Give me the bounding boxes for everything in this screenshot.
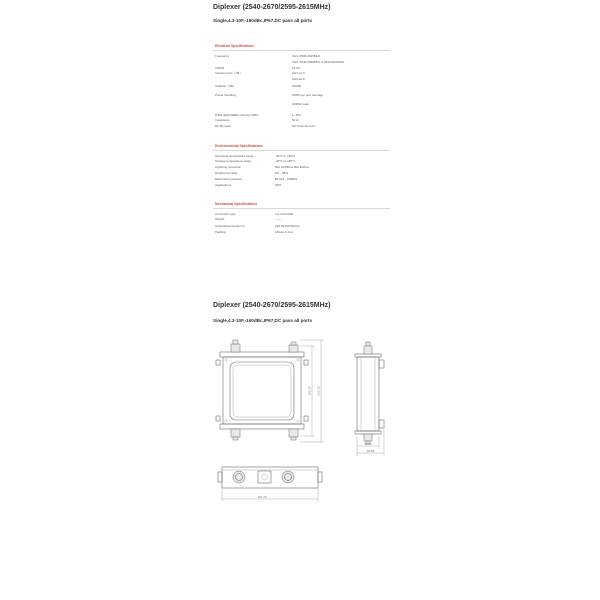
section-heading-electrical: Electrical Specifications <box>215 43 255 48</box>
spec-label: Relative humidity <box>215 170 238 175</box>
dimension-label: 36.00 <box>364 442 372 446</box>
dimension-label: 65.80 <box>366 449 375 453</box>
drawing-page-title: Diplexer (2540-2670/2595-2615MHz) <box>213 302 331 309</box>
spec-label: Lightning protection <box>215 164 242 169</box>
spec-value: 248.5X191X66mm <box>275 223 300 228</box>
screw-hole <box>297 420 299 422</box>
dimension-label: 231.10 <box>316 386 321 396</box>
spec-label: Connector type <box>215 211 236 216</box>
connector-bottom-left-tip <box>233 437 238 440</box>
section-heading-environmental: Environmental Specifications <box>215 143 263 148</box>
connector-top-left-tip <box>233 340 238 344</box>
front-view-drawing <box>216 340 308 440</box>
bottom-bracket <box>355 431 381 434</box>
front-view-dimensions <box>300 340 324 442</box>
end-tab <box>318 472 322 482</box>
connector-bottom-right-tip <box>291 437 296 440</box>
connector-bottom-left <box>231 429 240 437</box>
spec-value: 5kA 10/350us,8kA 8/20us <box>275 164 309 169</box>
screw-hole <box>225 420 227 422</box>
spec-value: 4.3-10 female <box>275 211 294 216</box>
page-title: Diplexer (2540-2670/2595-2615MHz) <box>213 4 331 11</box>
end-tab <box>218 472 222 482</box>
spec-label: DC By-pass <box>215 123 232 128</box>
top-bracket <box>355 354 381 357</box>
connector-top-right-tip <box>291 342 296 345</box>
connector-bottom-right <box>289 429 298 437</box>
drawing-page-subtitle: Single,4.3-10F,-160dBc,IP67,DC pass all ports <box>213 317 313 323</box>
spec-value: 50 Ω <box>292 117 299 122</box>
bottom-view-dimensions <box>222 489 318 502</box>
connector-top-tip <box>366 342 370 346</box>
spec-label: VSWR <box>215 65 224 70</box>
side-tab <box>304 360 308 365</box>
spec-value: CH2:≤0.6 <box>292 76 305 81</box>
housing-outline <box>230 362 294 420</box>
mount-clip <box>379 420 384 428</box>
spec-value: 5% - 95% <box>275 170 289 175</box>
spec-label: Barometric pressure <box>215 176 243 181</box>
spec-value: —— <box>275 216 281 221</box>
side-body <box>357 357 379 431</box>
bottom-view-drawing <box>218 467 322 488</box>
spec-label: Impedance <box>215 117 230 122</box>
connector-top-right <box>289 345 298 352</box>
connector-left <box>233 471 245 483</box>
spec-value: CH1:≤1.0 <box>292 70 305 75</box>
spec-label: Isolation（dB） <box>215 83 236 88</box>
spec-value: ≤ -160 <box>292 112 301 117</box>
spec-label: Power handling <box>215 92 236 97</box>
screw-hole <box>225 359 227 361</box>
spec-value: ≥60dB <box>292 83 301 88</box>
dimension-label: 251.20 <box>257 495 267 499</box>
dimension-label: 191.60 <box>307 386 312 396</box>
spec-value: -40°C to +85°C <box>275 158 296 163</box>
connector-bottom <box>364 434 372 441</box>
spec-value: 1000W peak <box>292 101 309 106</box>
spec-value: CH1: 2595-2615MHz <box>292 53 321 58</box>
spec-label: Weight <box>215 216 225 221</box>
spec-value: DC Pass all ports <box>292 123 316 128</box>
spec-label: Operating temperature range <box>215 153 254 158</box>
spec-value: ≤1.25 <box>292 65 300 70</box>
spec-label: Applications <box>215 182 232 187</box>
page-subtitle: Single,4.3-10F,-160dBc,IP67,DC pass all ports <box>213 17 313 23</box>
side-tab <box>304 416 308 421</box>
housing-cover <box>233 365 291 417</box>
spec-value: IP67 <box>275 182 282 187</box>
center-port <box>262 474 268 480</box>
center-port-housing <box>258 471 271 483</box>
connector-right <box>282 471 294 483</box>
spec-value: 1Piece in box <box>275 229 294 234</box>
spec-label: Storage temperature range <box>215 158 252 163</box>
spec-label: Insertion loss（dB） <box>215 70 243 75</box>
bottom-rail <box>220 424 304 429</box>
spec-label: Packing <box>215 229 226 234</box>
spec-label: PIM3 (@2x43dBm Carrier) (dBc) <box>215 112 259 117</box>
spec-label: Frequency <box>215 53 230 58</box>
mount-clip <box>379 360 384 368</box>
side-view-drawing <box>355 342 384 444</box>
spec-value: 86 kPa - 106kPa <box>275 176 298 181</box>
spec-value: 250W per port,Average <box>292 92 323 97</box>
screw-hole <box>297 359 299 361</box>
section-heading-mechanical: Mechanical Specifications <box>215 201 258 206</box>
top-rail <box>220 352 304 357</box>
spec-value: -40°C to +85°C <box>275 153 296 158</box>
mounting-plate <box>223 357 301 424</box>
spec-label: Outer Dimension(mm) <box>215 223 245 228</box>
connector-top-left <box>231 344 240 352</box>
side-tab <box>216 416 220 421</box>
connector-top <box>364 346 372 354</box>
spec-value: CH2: 2540-2590MHz & 2630-2670MHz <box>292 59 345 64</box>
side-tab <box>216 360 220 365</box>
